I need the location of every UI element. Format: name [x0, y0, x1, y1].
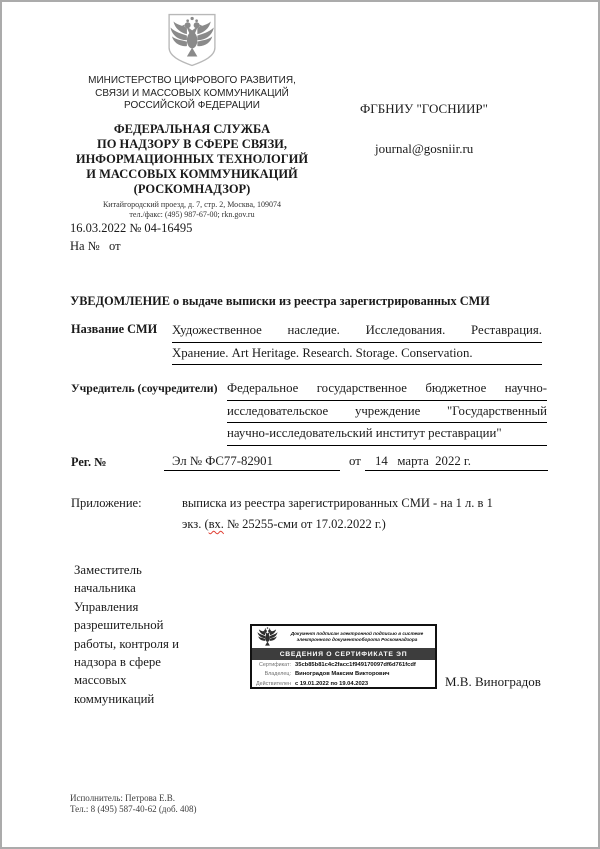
signer-position-line: массовых — [74, 673, 127, 688]
executor-phone: Тел.: 8 (495) 587-40-62 (доб. 408) — [70, 804, 197, 814]
founder-label: Учредитель (соучредители) — [71, 381, 218, 395]
recipient-name: ФГБНИУ "ГОСНИИР" — [360, 101, 488, 116]
executor-block — [70, 793, 197, 815]
media-name-label: Название СМИ — [71, 322, 158, 336]
stamp-eagle-icon — [256, 627, 279, 647]
ministry-line: РОССИЙСКОЙ ФЕДЕРАЦИИ — [124, 100, 260, 111]
reg-number-value: Эл № ФС77-82901 — [164, 452, 340, 471]
agency-name — [40, 122, 344, 197]
attachment-spellchecked-word: вх. — [208, 517, 224, 531]
agency-line: ПО НАДЗОРУ В СФЕРЕ СВЯЗИ, — [96, 136, 288, 151]
signer-position — [74, 561, 244, 708]
signer-position-line: работы, контроля и — [74, 636, 179, 651]
reg-date-value: 14 марта 2022 г. — [365, 452, 548, 471]
founder-line: научно-исследовательский институт реставрации" — [227, 423, 547, 446]
attachment-line — [182, 517, 386, 532]
signer-position-line: начальника — [74, 581, 136, 596]
stamp-certificate-rows — [252, 660, 435, 689]
stamp-row-owner — [255, 670, 432, 679]
coat-of-arms-icon — [163, 12, 221, 68]
media-name-value — [172, 320, 542, 365]
stamp-row-label: Сертификат: — [258, 662, 291, 668]
signer-position-line: надзора в сфере — [74, 655, 161, 670]
stamp-band-title: СВЕДЕНИЯ О СЕРТИФИКАТЕ ЭП — [252, 648, 435, 660]
stamp-row-label: Действителен — [255, 680, 291, 687]
media-name-line: Хранение. Art Heritage. Research. Storage. Conservation. — [172, 343, 542, 366]
address-line: тел./факс: (495) 987-67-00; rkn.gov.ru — [129, 209, 255, 219]
stamp-header-row — [252, 626, 435, 648]
agency-line: ИНФОРМАЦИОННЫХ ТЕХНОЛОГИЙ — [75, 151, 309, 166]
attachment-line: выписка из реестра зарегистрированных СМИ - на 1 л. в 1 — [182, 496, 493, 510]
stamp-row-value: с 19.01.2022 по 19.04.2023 — [295, 680, 369, 687]
stamp-row-validity — [255, 680, 432, 689]
founder-line: исследовательское учреждение "Государственный — [227, 401, 547, 424]
agency-address — [40, 200, 344, 220]
letterhead — [40, 12, 344, 220]
ministry-name — [40, 75, 344, 113]
attachment-text: экз. ( — [182, 517, 209, 531]
reference-line: На № от — [70, 239, 121, 253]
media-name-line: Художественное наследие. Исследования. Реставрация. — [172, 320, 542, 343]
attachment-text: № 25255-сми от 17.02.2022 г.) — [227, 517, 386, 531]
recipient-email: journal@gosniir.ru — [375, 141, 474, 156]
stamp-row-value: 35cb85b81c4c2facc1f949170097df6d761fcdf — [295, 662, 416, 668]
agency-line: ФЕДЕРАЛЬНАЯ СЛУЖБА — [113, 121, 271, 136]
reg-number-label: Рег. № — [71, 455, 107, 469]
document-date-number: 16.03.2022 № 04-16495 — [70, 221, 193, 235]
ministry-line: МИНИСТЕРСТВО ЦИФРОВОГО РАЗВИТИЯ, — [88, 75, 296, 86]
agency-line: И МАССОВЫХ КОММУНИКАЦИЙ — [86, 166, 298, 181]
signer-name: М.В. Виноградов — [445, 674, 541, 689]
founder-value — [227, 378, 547, 446]
address-line: Китайгородский проезд, д. 7, стр. 2, Москва, 109074 — [102, 199, 282, 209]
stamp-row-label: Владелец: — [264, 671, 291, 678]
signer-position-line: разрешительной — [74, 618, 164, 633]
signer-position-line: коммуникаций — [74, 691, 155, 706]
ministry-line: СВЯЗИ И МАССОВЫХ КОММУНИКАЦИЙ — [95, 87, 289, 99]
esignature-stamp — [250, 624, 437, 689]
signer-position-line: Заместитель — [74, 563, 142, 577]
attachment-label: Приложение: — [71, 496, 142, 510]
stamp-header-text: Документ подписан электронной подписью в системе электронного документооборота Роскомнадзора — [290, 630, 424, 642]
executor-name: Исполнитель: Петрова Е.В. — [70, 793, 176, 803]
reg-from-word: от — [349, 454, 361, 468]
founder-line: Федеральное государственное бюджетное научно- — [227, 378, 547, 401]
agency-line: (РОСКОМНАДЗОР) — [133, 181, 251, 196]
signer-position-line: Управления — [74, 599, 139, 614]
stamp-row-value: Виноградов Максим Викторович — [295, 671, 390, 678]
stamp-row-certificate — [255, 661, 432, 670]
notification-title: УВЕДОМЛЕНИЕ о выдаче выписки из реестра зарегистрированных СМИ — [70, 294, 490, 308]
